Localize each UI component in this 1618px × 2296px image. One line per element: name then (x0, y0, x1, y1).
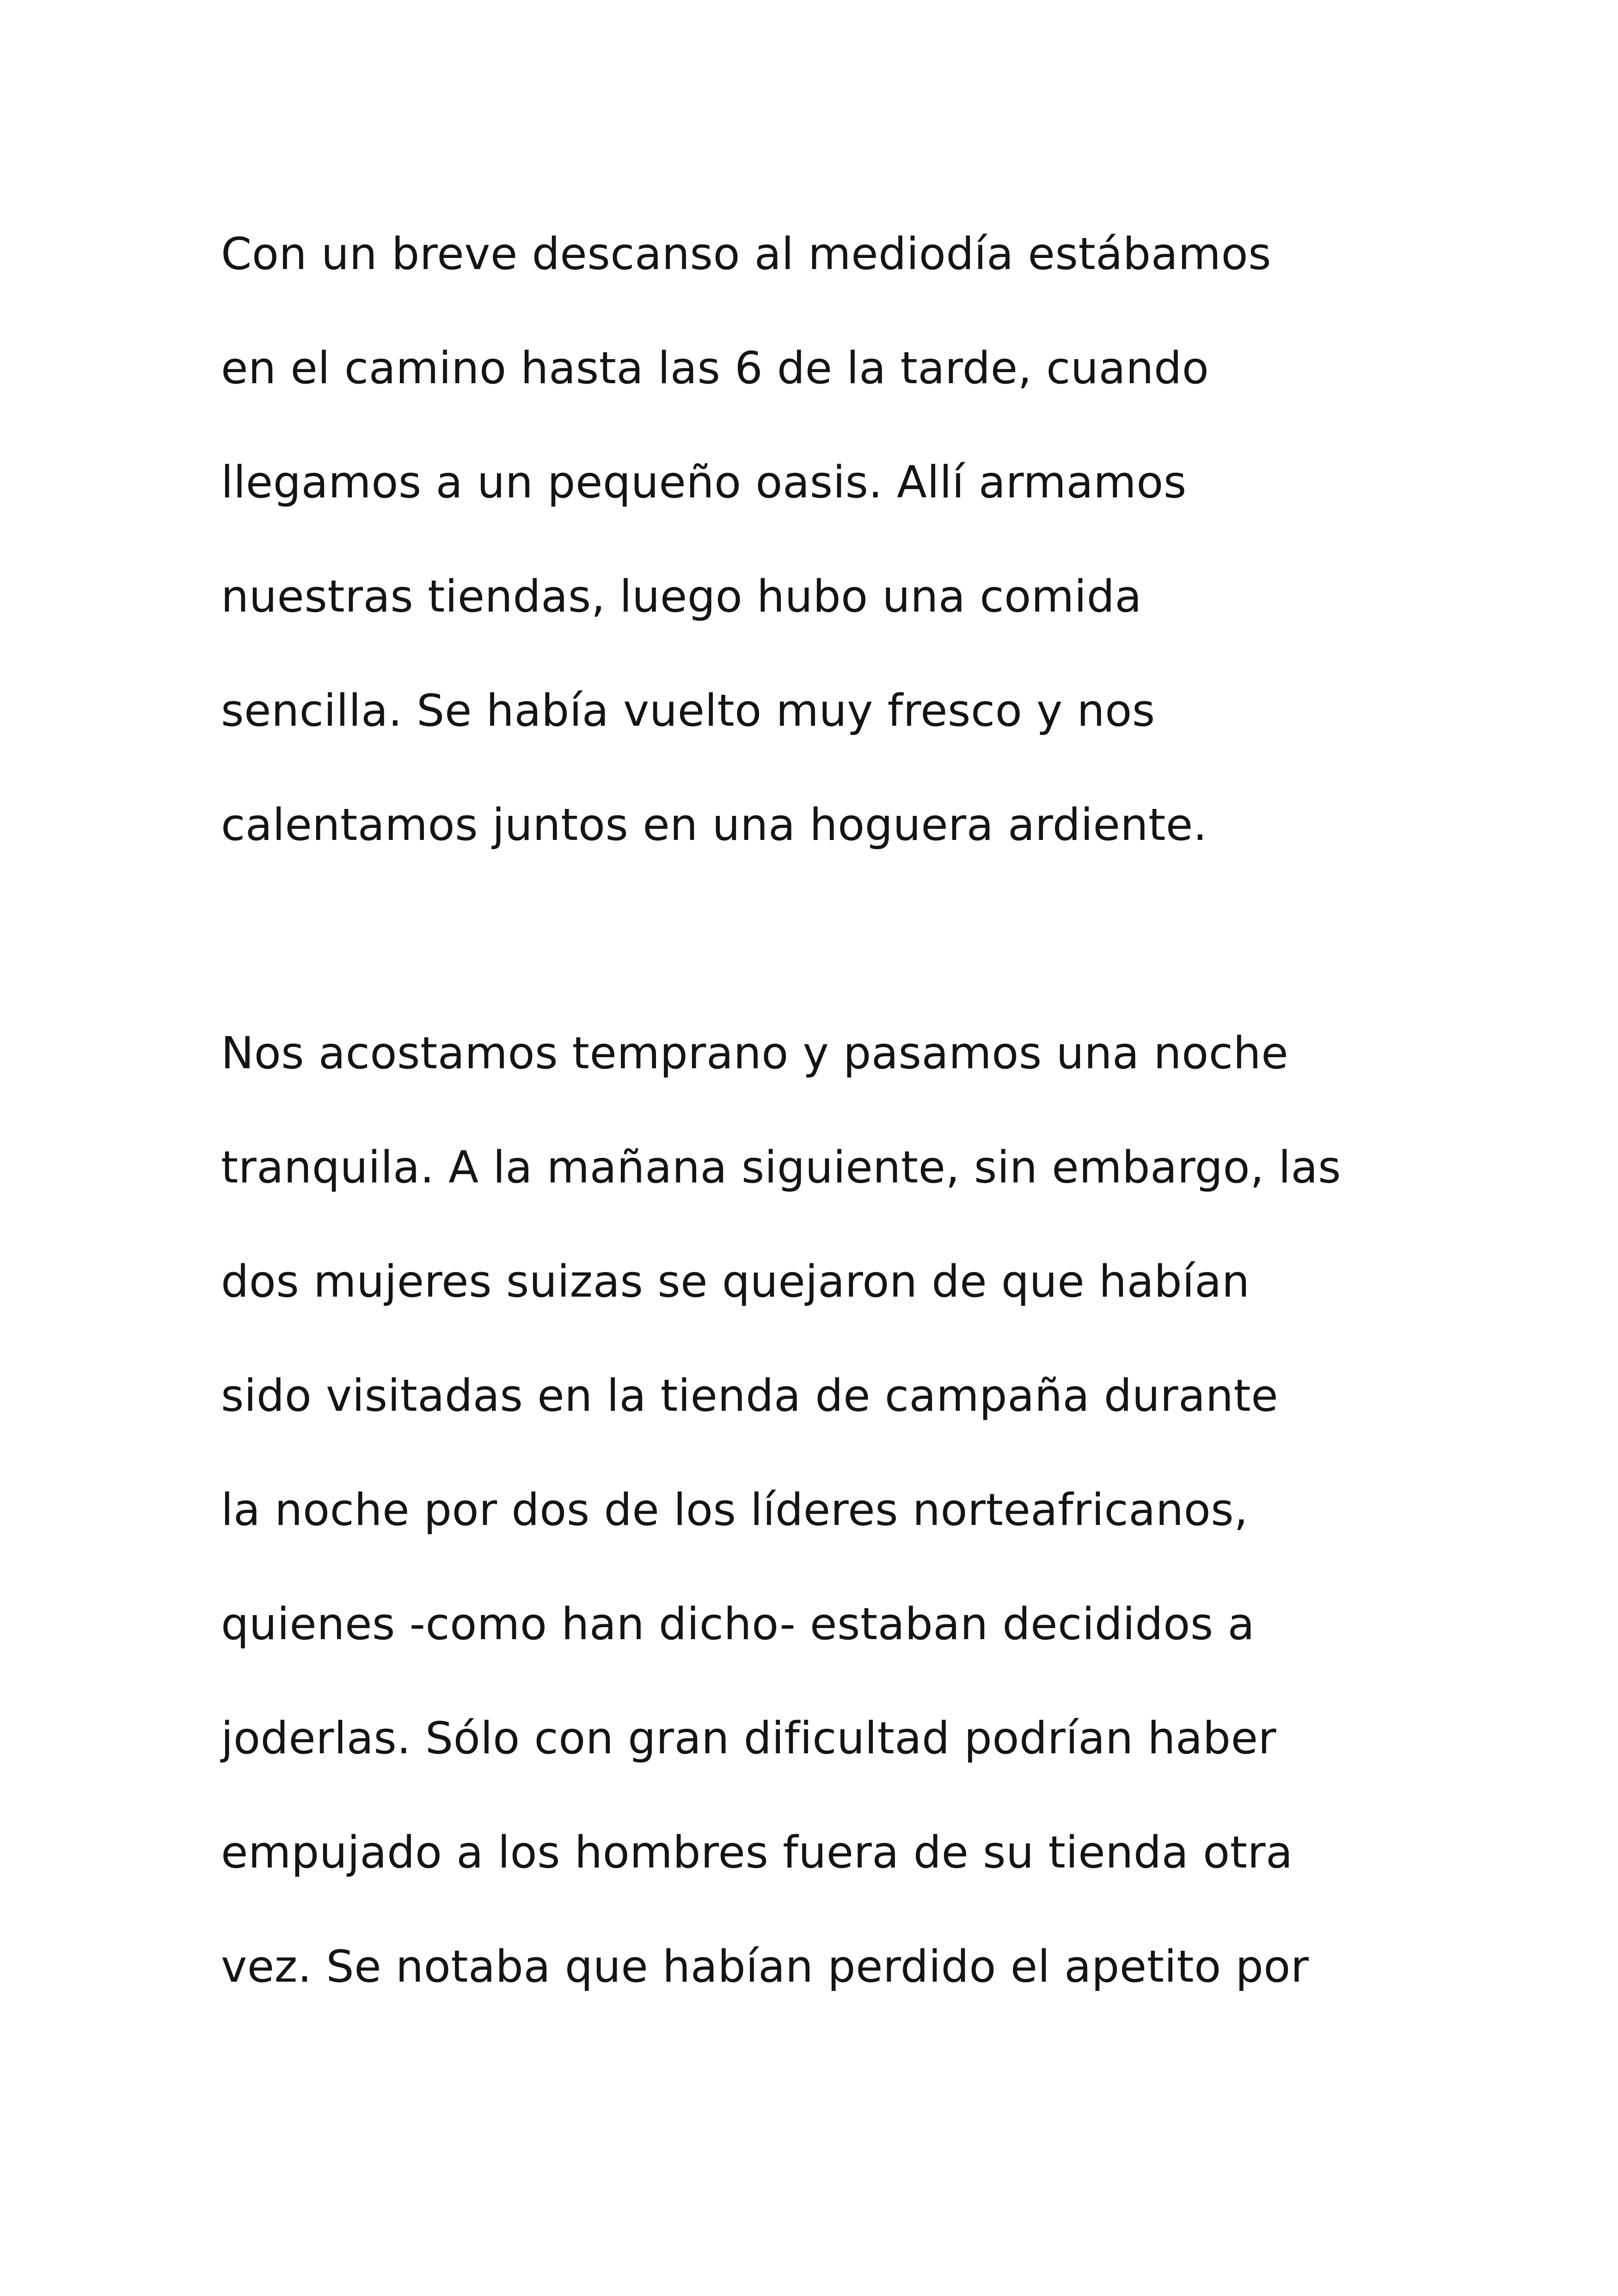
text-line: tranquila. A la mañana siguiente, sin embargo, las (221, 1142, 1342, 1193)
text-line: calentamos juntos en una hoguera ardiente. (221, 800, 1207, 851)
text-line: llegamos a un pequeño oasis. Allí armamos (221, 457, 1187, 508)
text-line: quienes -como han dicho- estaban decididos a (221, 1599, 1255, 1650)
text-line: empujado a los hombres fuera de su tienda otra (221, 1827, 1293, 1878)
text-line: Nos acostamos temprano y pasamos una noche (221, 1028, 1289, 1079)
text-line: sido visitadas en la tienda de campaña durante (221, 1371, 1279, 1421)
text-line: joderlas. Sólo con gran dificultad podrían haber (221, 1713, 1277, 1764)
text-line: en el camino hasta las 6 de la tarde, cuando (221, 343, 1209, 394)
text-line: Con un breve descanso al mediodía estábamos (221, 229, 1272, 280)
text-line: la noche por dos de los líderes norteafricanos, (221, 1485, 1248, 1536)
text-line: dos mujeres suizas se quejaron de que habían (221, 1256, 1250, 1307)
paragraph-1 (221, 197, 1271, 882)
text-line: sencilla. Se había vuelto muy fresco y nos (221, 686, 1155, 736)
text-line: nuestras tiendas, luego hubo una comida (221, 571, 1142, 622)
paragraph-2 (221, 997, 1341, 2024)
text-line: vez. Se notaba que habían perdido el apetito por (221, 1941, 1309, 1992)
